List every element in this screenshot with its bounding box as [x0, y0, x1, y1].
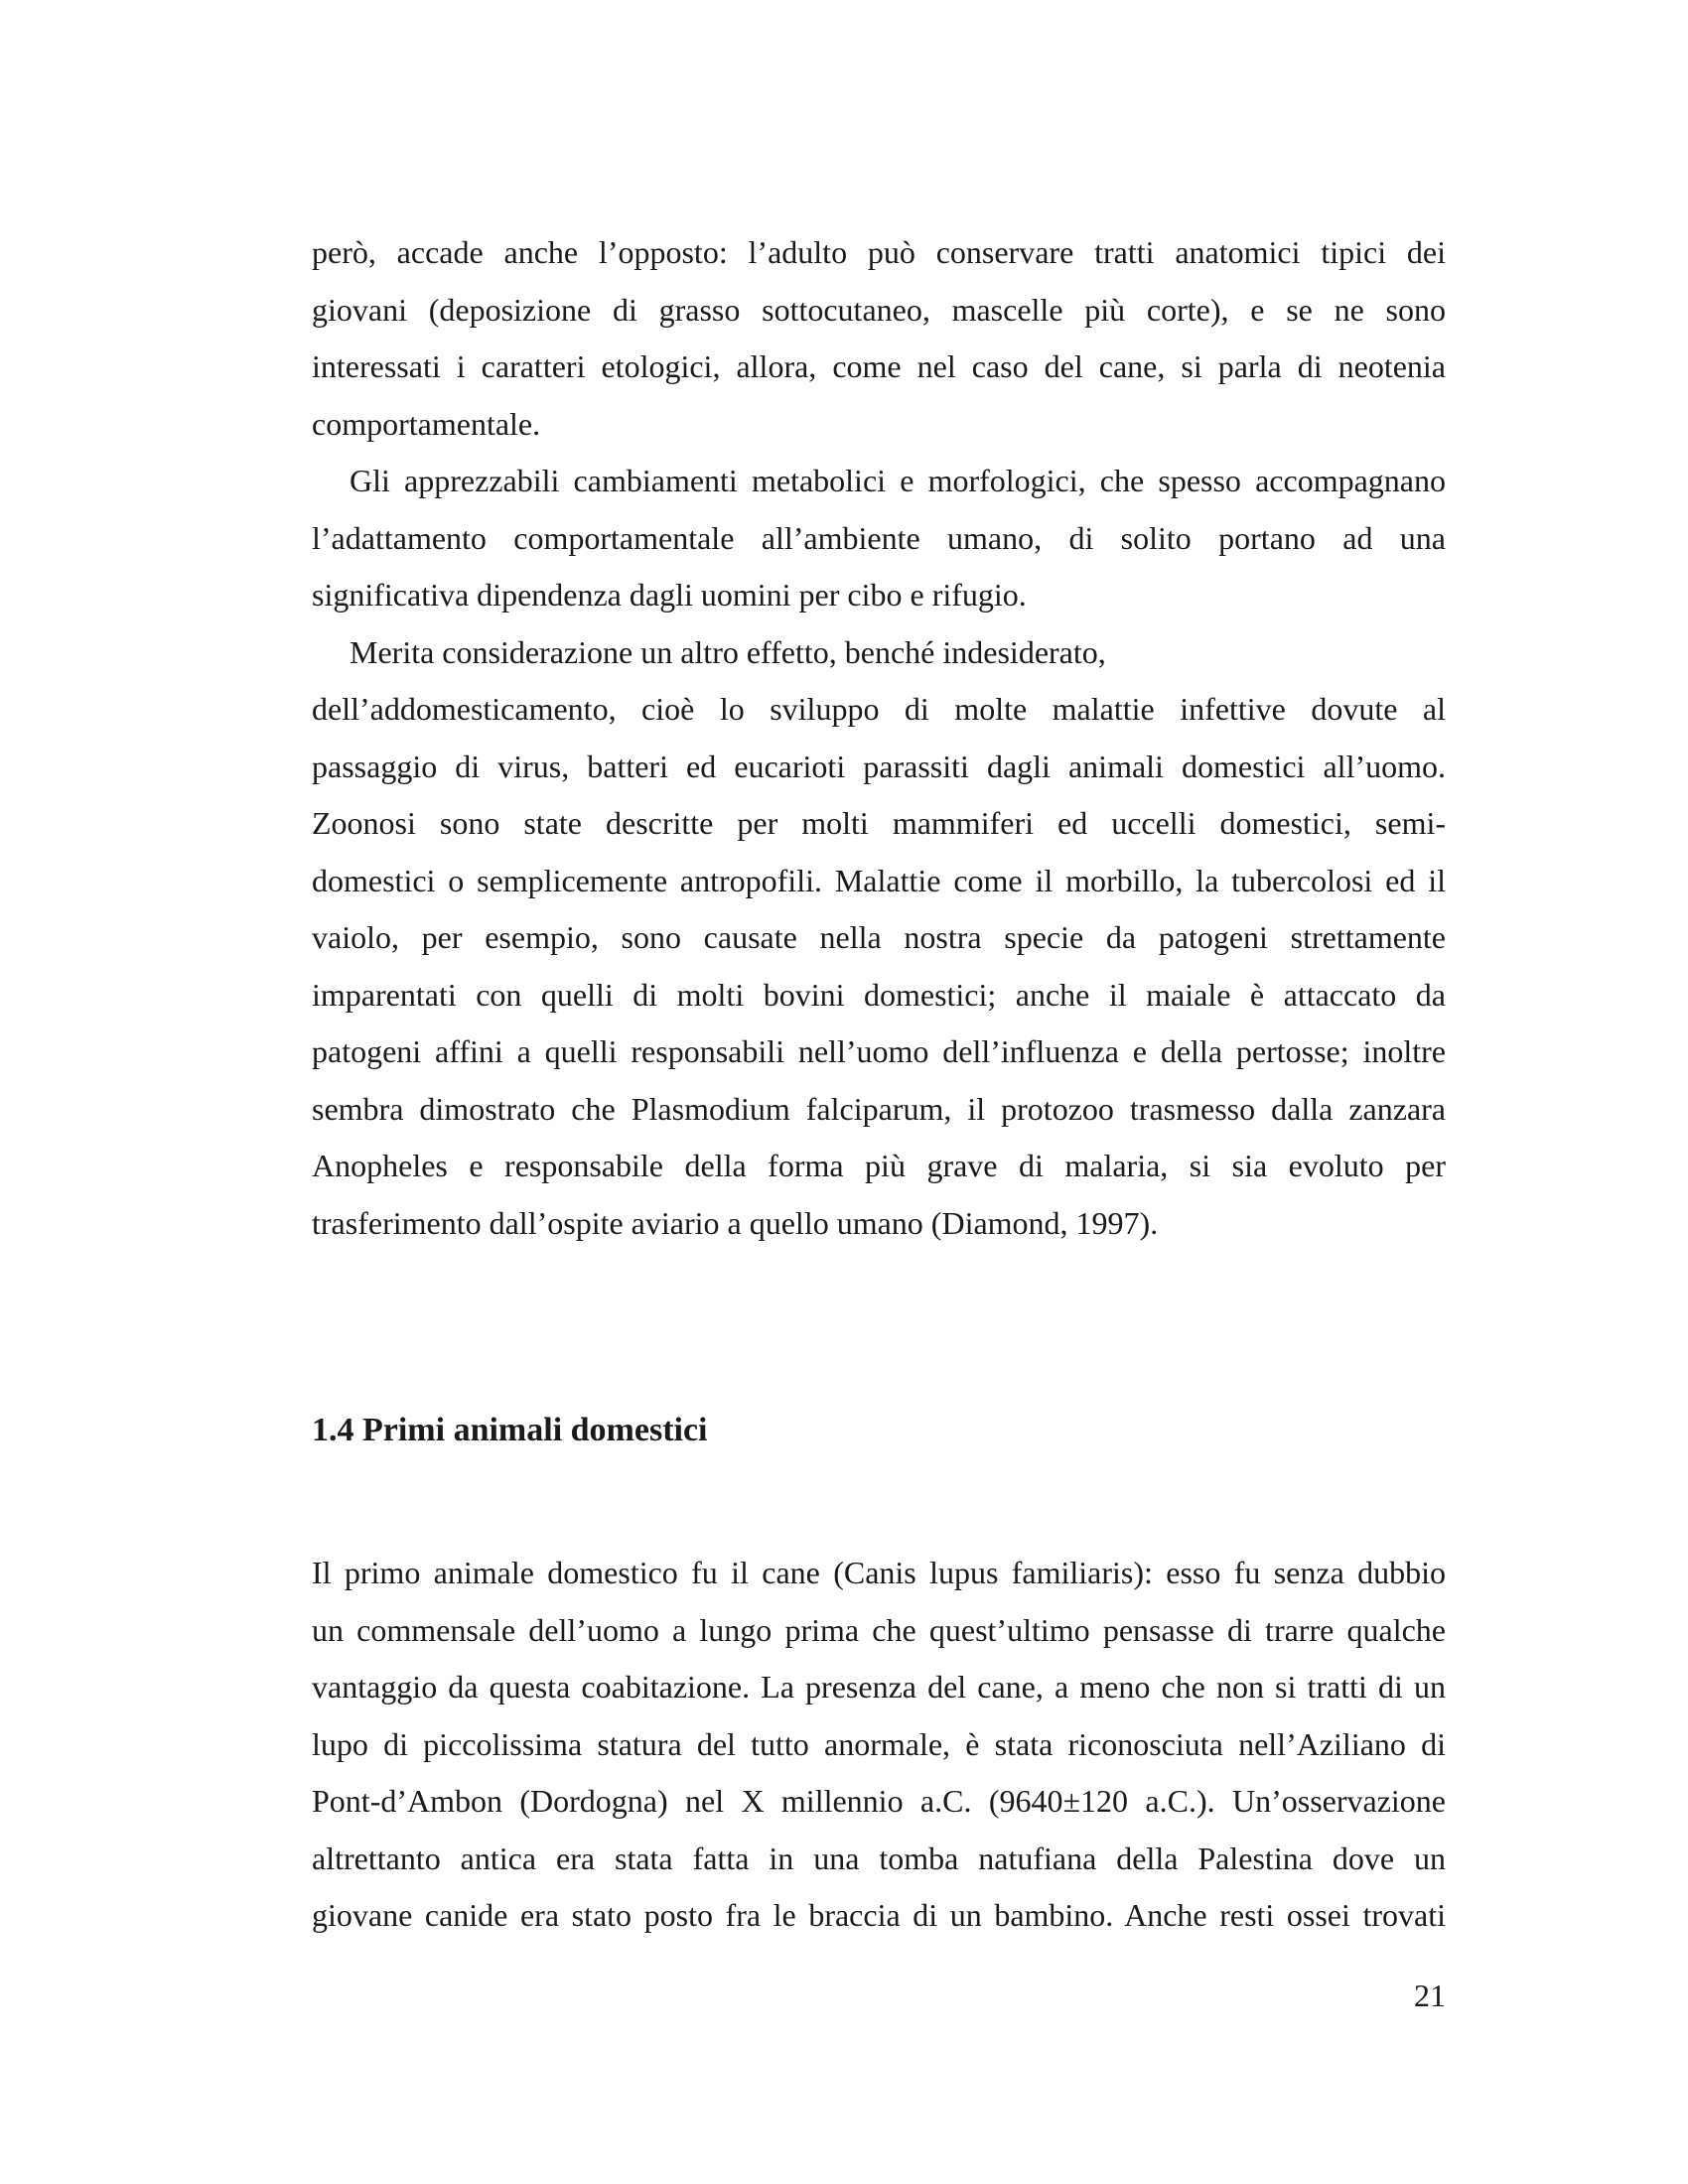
body-text-top [312, 224, 1446, 1252]
page-number: 21 [1414, 1978, 1446, 2013]
text-line: patogeni affini a quelli responsabili nell’uomo dell’influenza e della pertosse; inoltre [312, 1033, 1446, 1069]
text-line: Il primo animale domestico fu il cane (Canis lupus familiaris): esso fu senza dubbio [312, 1555, 1446, 1590]
text-line: l’adattamento comportamentale all’ambiente umano, di solito portano ad una [312, 519, 1446, 556]
text-line: domestici o semplicemente antropofili. Malattie come il morbillo, la tubercolosi ed il [312, 862, 1446, 898]
body-text-bottom [312, 1545, 1446, 1945]
text-line: dell’addomesticamento, cioè lo sviluppo di molte malattie infettive dovute al [312, 691, 1446, 727]
text-line: significativa dipendenza dagli uomini per cibo e rifugio. [312, 577, 1027, 613]
text-line: Merita considerazione un altro effetto, benché indesiderato, [350, 633, 1106, 670]
text-line: trasferimento dall’ospite aviario a quello umano (Diamond, 1997). [312, 1204, 1159, 1241]
text-line: altrettanto antica era stata fatta in una tomba natufiana della Palestina dove un [312, 1840, 1446, 1876]
text-line: sembra dimostrato che Plasmodium falciparum, il protozoo trasmesso dalla zanzara [312, 1090, 1446, 1127]
text-line: giovane canide era stato posto fra le braccia di un bambino. Anche resti ossei trovati [312, 1897, 1446, 1933]
text-line: Gli apprezzabili cambiamenti metabolici e morfologici, che spesso accompagnano [350, 463, 1446, 498]
text-line: interessati i caratteri etologici, allora, come nel caso del cane, si parla di neotenia [312, 348, 1446, 384]
text-line: però, accade anche l’opposto: l’adulto può conservare tratti anatomici tipici dei [312, 234, 1446, 270]
text-line: un commensale dell’uomo a lungo prima che quest’ultimo pensasse di trarre qualche [312, 1611, 1446, 1648]
text-line: Pont-d’Ambon (Dordogna) nel X millennio a.C. (9640±120 a.C.). Un’osservazione [312, 1783, 1446, 1819]
text-line: vantaggio da questa coabitazione. La presenza del cane, a meno che non si tratti di un [312, 1669, 1446, 1705]
text-line: Zoonosi sono state descritte per molti mammiferi ed uccelli domestici, semi- [312, 805, 1446, 841]
text-line: passaggio di virus, batteri ed eucarioti parassiti dagli animali domestici all’uomo. [312, 748, 1446, 784]
text-line: Anopheles e responsabile della forma più grave di malaria, si sia evoluto per [312, 1148, 1446, 1183]
text-line: comportamentale. [312, 405, 541, 442]
text-line: vaiolo, per esempio, sono causate nella nostra specie da patogeni strettamente [312, 919, 1446, 955]
text-line: lupo di piccolissima statura del tutto anormale, è stata riconosciuta nell’Aziliano di [312, 1725, 1446, 1762]
text-line: imparentati con quelli di molti bovini domestici; anche il maiale è attaccato da [312, 976, 1446, 1013]
section-heading: 1.4 Primi animali domestici [312, 1412, 708, 1448]
text-line: giovani (deposizione di grasso sottocutaneo, mascelle più corte), e se ne sono [312, 291, 1446, 328]
